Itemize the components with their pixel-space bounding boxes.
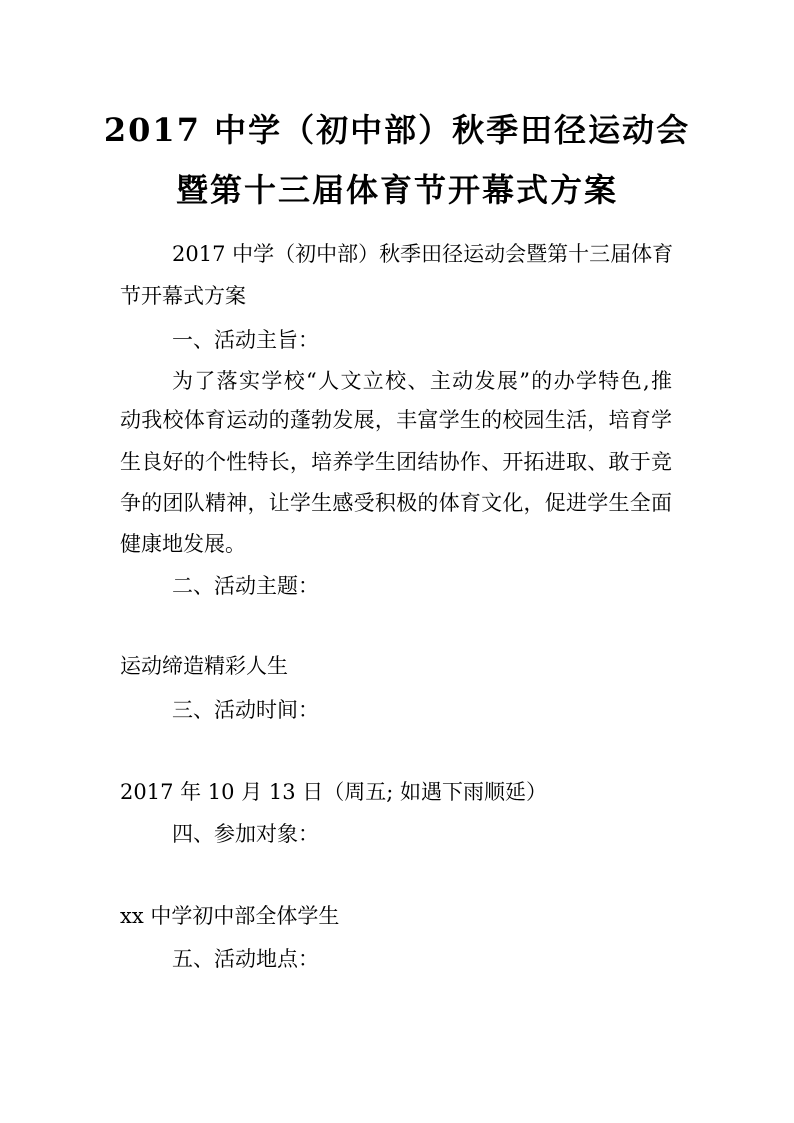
- intro-line: 2017 中学（初中部）秋季田径运动会暨第十三届体育: [172, 242, 674, 266]
- intro-line: 节开幕式方案: [120, 284, 246, 308]
- purpose-paragraph-line: 生良好的个性特长，培养学生团结协作、开拓进取、敢于竞: [120, 450, 672, 474]
- purpose-paragraph-line: 为了落实学校“人文立校、主动发展”的办学特色,推: [172, 369, 672, 393]
- purpose-paragraph-line: 动我校体育运动的蓬勃发展，丰富学生的校园生活，培育学: [120, 408, 672, 432]
- section-heading-participants: 四、参加对象：: [172, 822, 319, 846]
- purpose-paragraph-line: 争的团队精神，让学生感受积极的体育文化，促进学生全面: [120, 491, 672, 515]
- theme-text: 运动缔造精彩人生: [120, 654, 288, 678]
- section-heading-theme: 二、活动主题：: [172, 574, 319, 598]
- section-heading-location: 五、活动地点：: [172, 947, 319, 971]
- time-text: 2017 年 10 月 13 日（周五; 如遇下雨顺延）: [120, 780, 548, 804]
- participants-text: xx 中学初中部全体学生: [120, 904, 340, 928]
- document-title-line-1: 2017 中学（初中部）秋季田径运动会: [103, 111, 691, 149]
- section-heading-purpose: 一、活动主旨：: [172, 328, 319, 352]
- section-heading-time: 三、活动时间：: [172, 698, 319, 722]
- document-title-line-2: 暨第十三届体育节开幕式方案: [175, 171, 618, 209]
- purpose-paragraph-line: 健康地发展。: [120, 532, 246, 556]
